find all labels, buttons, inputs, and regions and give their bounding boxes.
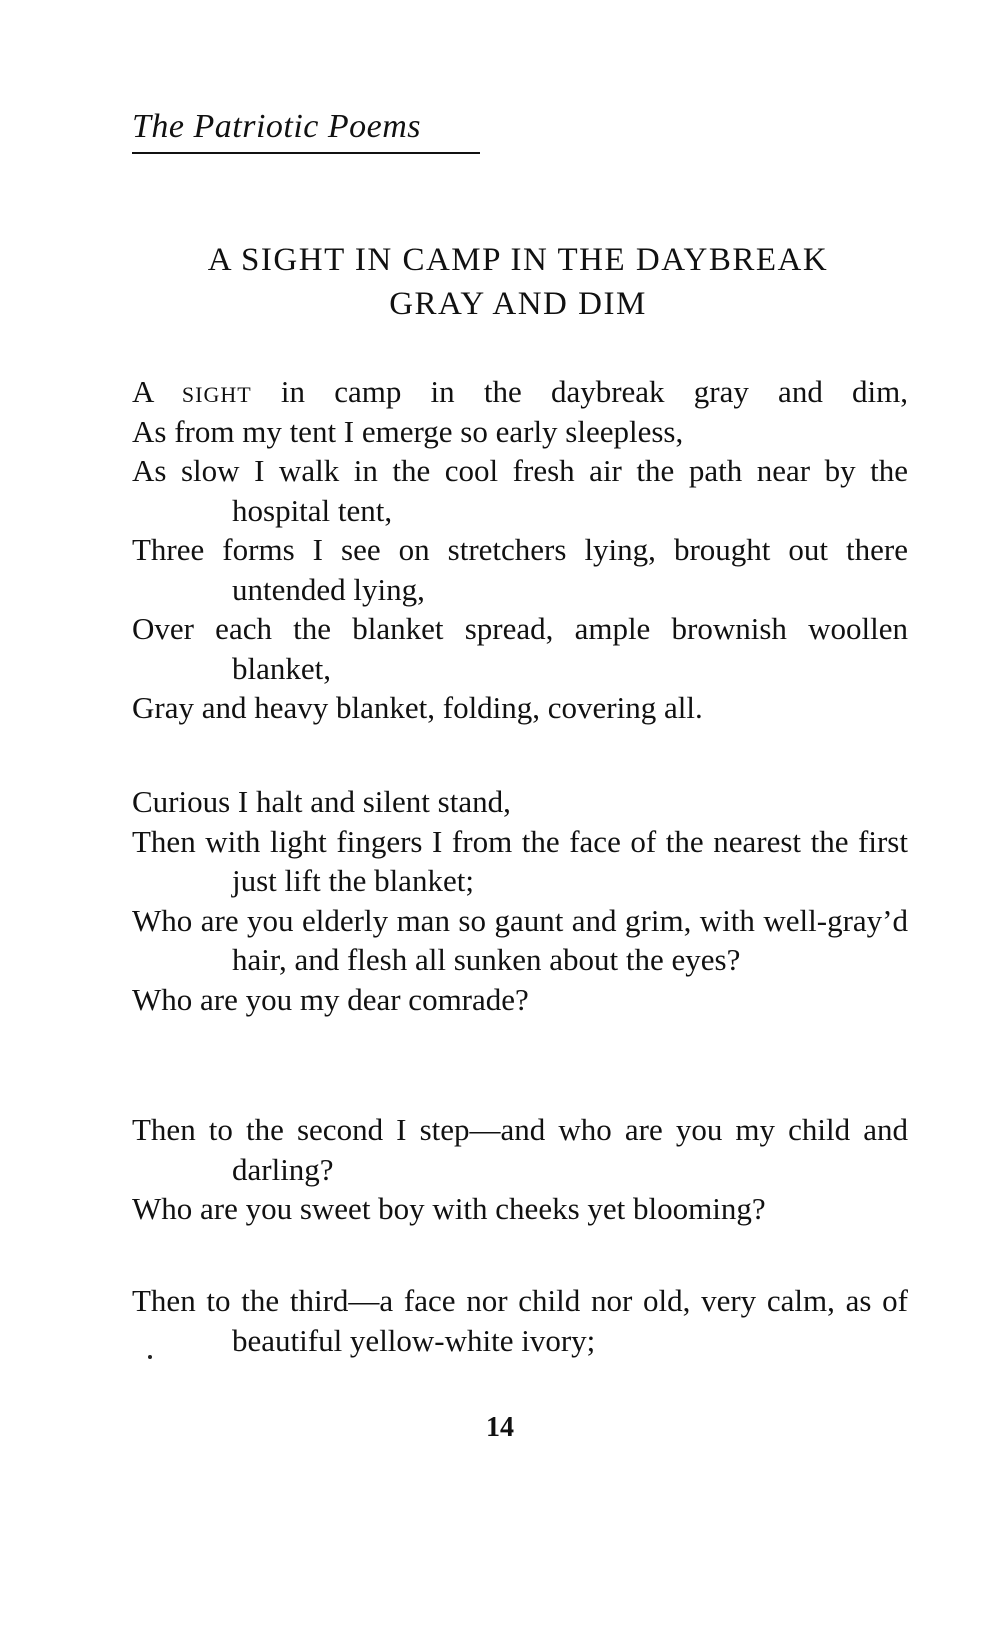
stray-dot (148, 1355, 152, 1359)
verse-line: Three forms I see on stretchers lying, brought out there untended lying, (132, 532, 908, 607)
verse-line: Curious I halt and silent stand, (132, 784, 511, 819)
running-head: The Patriotic Poems (132, 108, 480, 154)
stanza-2 (132, 782, 908, 1019)
verse-line: As from my tent I emerge so early sleepless, (132, 413, 684, 449)
verse-line: Who are you elderly man so gaunt and grim, with well-gray’d hair, and flesh all sunken about the eyes? (132, 902, 908, 977)
poem-title (130, 238, 906, 326)
smallcaps-word: sight (181, 374, 252, 409)
verse-line: Then to the third—a face nor child nor old, very calm, as of beautiful yellow-white ivory; (132, 1283, 908, 1358)
first-word: A (132, 374, 153, 409)
stanza-1 (132, 372, 908, 728)
poem-title-line-2: GRAY AND DIM (389, 286, 647, 322)
verse-line (132, 372, 908, 412)
verse-line: Gray and heavy blanket, folding, covering all. (132, 690, 703, 725)
verse-line: Then to the second I step—and who are you my child and darling? (132, 1112, 908, 1187)
poem-title-line-1: A SIGHT IN CAMP IN THE DAYBREAK (207, 242, 829, 278)
verse-line: Then with light fingers I from the face of the nearest the first just lift the blanket; (132, 823, 908, 898)
verse-line: As slow I walk in the cool fresh air the path near by the hospital tent, (132, 453, 908, 528)
first-line-rest: in camp in the daybreak gray and dim, (251, 374, 909, 409)
stanza-3 (132, 1110, 908, 1229)
verse-line: Who are you my dear comrade? (132, 981, 529, 1017)
stanza-4 (132, 1281, 908, 1360)
verse-line: Over each the blanket spread, ample brownish woollen blanket, (132, 611, 908, 686)
verse-line: Who are you sweet boy with cheeks yet blooming? (132, 1191, 766, 1226)
page-number: 14 (486, 1412, 514, 1443)
